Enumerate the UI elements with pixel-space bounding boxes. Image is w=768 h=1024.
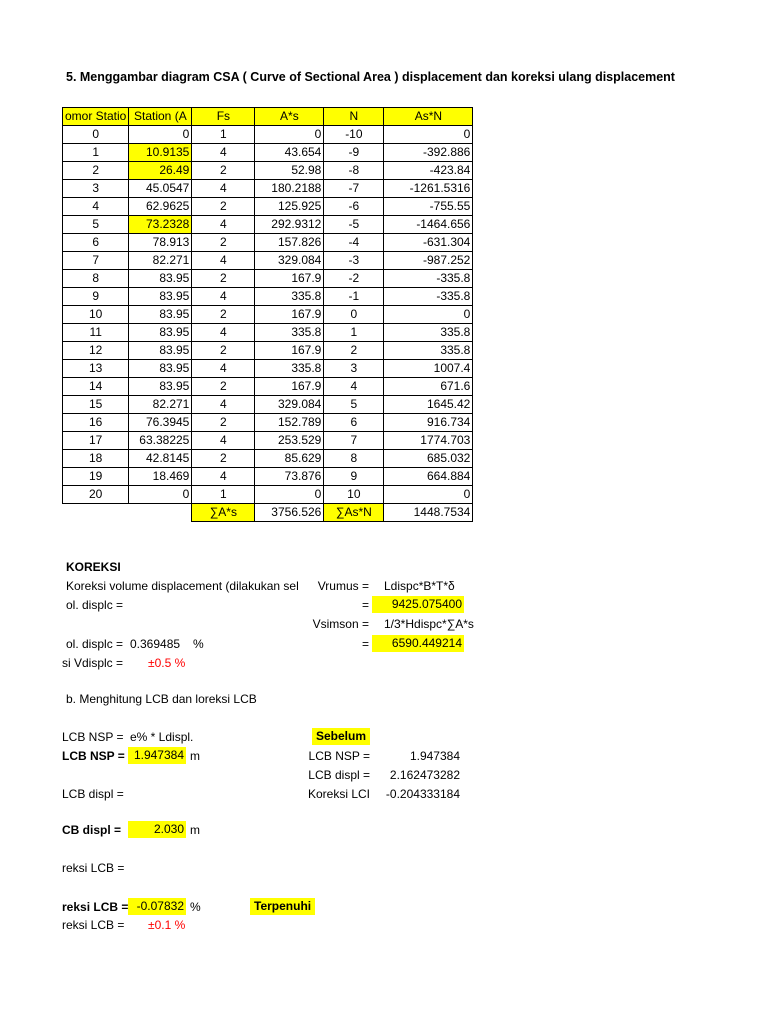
table-cell: 329.084 [255, 396, 324, 414]
si-vdisplc-label: si Vdisplc = [62, 656, 124, 670]
table-cell: 167.9 [255, 306, 324, 324]
sebelum-displ-value: 2.162473282 [389, 768, 460, 782]
table-cell: 335.8 [255, 360, 324, 378]
table-cell: 83.95 [129, 360, 192, 378]
table-cell: 180.2188 [255, 180, 324, 198]
table-row [63, 126, 473, 144]
table-row [63, 180, 473, 198]
table-cell: 2 [192, 270, 255, 288]
table-cell: 2 [192, 450, 255, 468]
table-cell: 4 [192, 144, 255, 162]
table-cell: 0 [129, 486, 192, 504]
table-cell: 6 [63, 234, 129, 252]
sum-as-value: 3756.526 [255, 504, 324, 522]
table-cell: 0 [63, 126, 129, 144]
table-cell: 7 [63, 252, 129, 270]
table-cell: 4 [192, 288, 255, 306]
lcb-displ-label-1: LCB displ = [62, 787, 124, 801]
sum-asn-label: ∑As*N [324, 504, 384, 522]
eq-sign-2: = [362, 637, 370, 651]
table-cell: 157.826 [255, 234, 324, 252]
table-cell: 83.95 [129, 288, 192, 306]
lcb-nsp-label: LCB NSP = [62, 749, 125, 763]
table-cell: -3 [324, 252, 384, 270]
table-cell: -1261.5316 [384, 180, 473, 198]
sebelum-displ-label: LCB displ = [308, 768, 370, 782]
table-cell: 167.9 [255, 270, 324, 288]
table-row [63, 486, 473, 504]
table-cell: 1 [63, 144, 129, 162]
table-cell: 82.271 [129, 252, 192, 270]
lcb-displ-unit: m [190, 823, 200, 837]
table-cell: 17 [63, 432, 129, 450]
table-cell: 16 [63, 414, 129, 432]
table-row [63, 216, 473, 234]
table-cell: 83.95 [129, 342, 192, 360]
table-cell: 85.629 [255, 450, 324, 468]
table-cell: 671.6 [384, 378, 473, 396]
table-cell: 0 [384, 126, 473, 144]
table-cell: 1 [192, 126, 255, 144]
table-cell: 0 [255, 486, 324, 504]
table-row [63, 324, 473, 342]
csa-table [62, 107, 473, 522]
table-cell: 42.8145 [129, 450, 192, 468]
table-cell: -335.8 [384, 270, 473, 288]
lcb-displ-value: 2.030 [128, 821, 186, 838]
table-cell: 335.8 [255, 288, 324, 306]
table-cell: 83.95 [129, 306, 192, 324]
sebelum-koreksi-label: Koreksi LCI [307, 787, 370, 801]
table-row [63, 234, 473, 252]
table-cell: 916.734 [384, 414, 473, 432]
table-cell: -6 [324, 198, 384, 216]
table-cell: 19 [63, 468, 129, 486]
table-cell: -1464.656 [384, 216, 473, 234]
table-cell: 4 [192, 468, 255, 486]
table-cell: 2 [192, 378, 255, 396]
vrumus-formula: Ldispc*B*T*δ [384, 579, 455, 593]
sebelum-koreksi-value: -0.204333184 [385, 787, 460, 801]
table-cell: 0 [255, 126, 324, 144]
table-cell: 253.529 [255, 432, 324, 450]
table-cell: 4 [192, 360, 255, 378]
lcb-nsp-formula-label: LCB NSP = [62, 730, 124, 744]
table-cell: 73.876 [255, 468, 324, 486]
col-header-station: Station (A [129, 108, 192, 126]
table-row [63, 270, 473, 288]
table-cell: 83.95 [129, 324, 192, 342]
table-cell: 15 [63, 396, 129, 414]
table-cell: 292.9312 [255, 216, 324, 234]
lcb-nsp-unit: m [190, 749, 200, 763]
table-cell: -755.55 [384, 198, 473, 216]
table-cell: 0 [324, 306, 384, 324]
table-cell: -392.886 [384, 144, 473, 162]
table-cell: 2 [192, 414, 255, 432]
table-cell: 1645.42 [384, 396, 473, 414]
table-cell: 45.0547 [129, 180, 192, 198]
koreksi-lcb-value: -0.07832 [128, 898, 186, 915]
table-cell: 5 [324, 396, 384, 414]
vrumus-value: 9425.075400 [372, 596, 464, 613]
table-cell: 335.8 [255, 324, 324, 342]
sebelum-nsp-label: LCB NSP = [308, 749, 370, 763]
table-cell: 685.032 [384, 450, 473, 468]
table-cell: 1 [324, 324, 384, 342]
vol-displc-label: ol. displc = [66, 598, 124, 612]
table-header-row [63, 108, 473, 126]
table-cell: 43.654 [255, 144, 324, 162]
table-cell: 20 [63, 486, 129, 504]
koreksi-lcb-label-3: reksi LCB = [62, 918, 125, 932]
vsimson-value: 6590.449214 [372, 635, 464, 652]
table-cell: 329.084 [255, 252, 324, 270]
table-row [63, 360, 473, 378]
table-cell: 4 [192, 180, 255, 198]
table-cell: 9 [63, 288, 129, 306]
table-cell: 4 [63, 198, 129, 216]
sum-spacer [63, 504, 192, 522]
table-cell: 82.271 [129, 396, 192, 414]
table-cell: 76.3945 [129, 414, 192, 432]
table-cell: -1 [324, 288, 384, 306]
table-cell: 4 [192, 432, 255, 450]
table-cell: 2 [192, 162, 255, 180]
table-cell: -10 [324, 126, 384, 144]
table-cell: 3 [324, 360, 384, 378]
table-cell: -987.252 [384, 252, 473, 270]
table-cell: 10.9135 [129, 144, 192, 162]
lcb-nsp-value: 1.947384 [128, 747, 186, 764]
table-cell: 12 [63, 342, 129, 360]
table-cell: -423.84 [384, 162, 473, 180]
table-cell: 8 [324, 450, 384, 468]
table-cell: 4 [192, 396, 255, 414]
table-cell: 2 [192, 198, 255, 216]
table-cell: 10 [324, 486, 384, 504]
table-sum-row [63, 504, 473, 522]
table-cell: 0 [384, 486, 473, 504]
table-row [63, 450, 473, 468]
table-cell: 73.2328 [129, 216, 192, 234]
koreksi-lcb-percent: % [190, 900, 201, 914]
table-cell: -7 [324, 180, 384, 198]
table-cell: 1774.703 [384, 432, 473, 450]
lcb-displ-label-2: CB displ = [62, 823, 122, 837]
table-cell: 1 [192, 486, 255, 504]
table-cell: 2 [192, 234, 255, 252]
col-header-as: A*s [255, 108, 324, 126]
koreksi-lcb-label-1: reksi LCB = [62, 861, 125, 875]
vsimson-label: Vsimson = [312, 617, 369, 631]
table-row [63, 162, 473, 180]
table-cell: -5 [324, 216, 384, 234]
table-cell: 4 [192, 252, 255, 270]
vrumus-label: Vrumus = [317, 579, 369, 593]
table-row [63, 288, 473, 306]
lcb-heading: b. Menghitung LCB dan loreksi LCB [66, 692, 257, 706]
percent-sign-1: % [193, 637, 204, 651]
table-cell: 10 [63, 306, 129, 324]
eq-sign-1: = [362, 598, 370, 612]
table-cell: 63.38225 [129, 432, 192, 450]
col-header-asn: As*N [384, 108, 473, 126]
vol-displc2-label: ol. displc = [66, 637, 124, 651]
table-cell: 664.884 [384, 468, 473, 486]
table-cell: 4 [192, 216, 255, 234]
koreksi-lcb-tolerance: ±0.1 % [148, 918, 186, 932]
table-row [63, 414, 473, 432]
table-row [63, 198, 473, 216]
terpenuhi-badge: Terpenuhi [250, 898, 315, 915]
table-cell: 335.8 [384, 324, 473, 342]
col-header-fs: Fs [192, 108, 255, 126]
table-cell: 4 [192, 324, 255, 342]
table-cell: 125.925 [255, 198, 324, 216]
table-cell: 9 [324, 468, 384, 486]
table-cell: 2 [192, 306, 255, 324]
table-cell: -9 [324, 144, 384, 162]
lcb-nsp-formula: e% * Ldispl. [130, 730, 194, 744]
table-row [63, 378, 473, 396]
table-cell: -335.8 [384, 288, 473, 306]
table-cell: 335.8 [384, 342, 473, 360]
table-cell: 4 [324, 378, 384, 396]
table-row [63, 396, 473, 414]
table-cell: 7 [324, 432, 384, 450]
col-header-nomor-station: omor Statio [63, 108, 129, 126]
table-row [63, 144, 473, 162]
table-cell: 62.9625 [129, 198, 192, 216]
table-cell: 0 [384, 306, 473, 324]
table-cell: -2 [324, 270, 384, 288]
table-cell: 1007.4 [384, 360, 473, 378]
table-row [63, 468, 473, 486]
table-cell: 167.9 [255, 342, 324, 360]
table-cell: -4 [324, 234, 384, 252]
table-cell: 2 [324, 342, 384, 360]
table-cell: 167.9 [255, 378, 324, 396]
sum-as-label: ∑A*s [192, 504, 255, 522]
sebelum-label: Sebelum [312, 728, 370, 745]
table-body [63, 126, 473, 504]
vsimson-formula: 1/3*Hdispc*∑A*s [384, 617, 474, 631]
si-vdisplc-value: ±0.5 % [148, 656, 186, 670]
table-cell: -631.304 [384, 234, 473, 252]
table-cell: 83.95 [129, 270, 192, 288]
table-cell: 8 [63, 270, 129, 288]
vol-displc2-value: 0.369485 [130, 637, 181, 651]
table-cell: 18.469 [129, 468, 192, 486]
table-row [63, 252, 473, 270]
table-cell: 5 [63, 216, 129, 234]
col-header-n: N [324, 108, 384, 126]
koreksi-heading: KOREKSI [66, 560, 121, 574]
table-cell: 11 [63, 324, 129, 342]
table-cell: 152.789 [255, 414, 324, 432]
sum-asn-value: 1448.7534 [384, 504, 473, 522]
koreksi-desc: Koreksi volume displacement (dilakukan sel [66, 579, 299, 593]
table-cell: 26.49 [129, 162, 192, 180]
table-cell: 6 [324, 414, 384, 432]
page-title: 5. Menggambar diagram CSA ( Curve of Sectional Area ) displacement dan koreksi ulang displacement [66, 70, 675, 84]
table-cell: 83.95 [129, 378, 192, 396]
table-cell: 3 [63, 180, 129, 198]
table-cell: 14 [63, 378, 129, 396]
table-cell: 13 [63, 360, 129, 378]
table-row [63, 432, 473, 450]
table-row [63, 306, 473, 324]
sebelum-nsp-value: 1.947384 [409, 749, 460, 763]
table-cell: 18 [63, 450, 129, 468]
table-row [63, 342, 473, 360]
table-cell: 2 [63, 162, 129, 180]
table-cell: 78.913 [129, 234, 192, 252]
table-cell: 2 [192, 342, 255, 360]
koreksi-lcb-label-2: reksi LCB = [62, 900, 129, 914]
table-cell: 0 [129, 126, 192, 144]
table-cell: 52.98 [255, 162, 324, 180]
table-cell: -8 [324, 162, 384, 180]
